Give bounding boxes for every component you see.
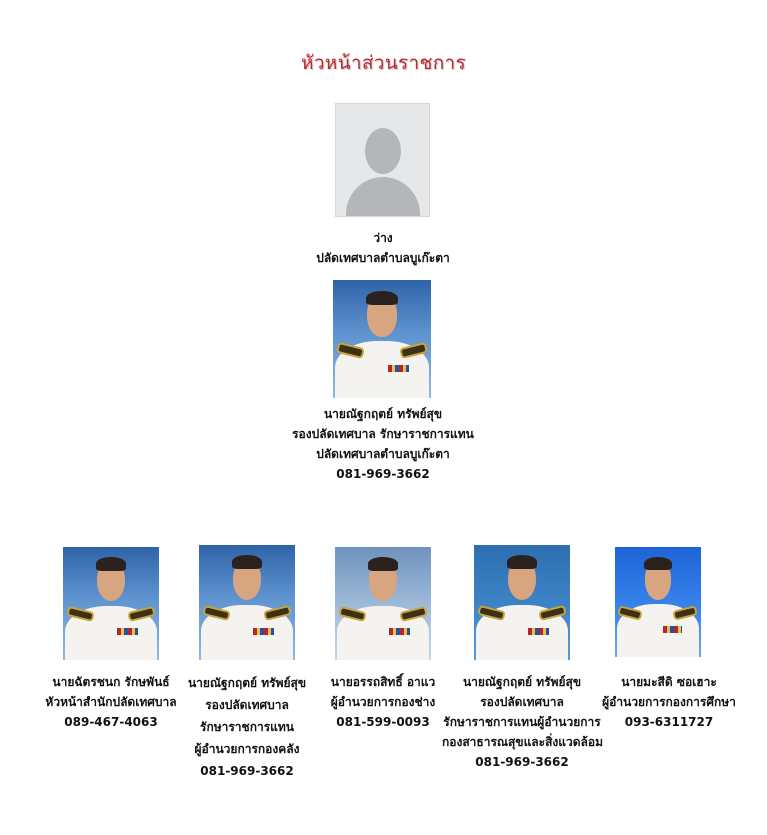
acting-chief-photo xyxy=(333,280,431,398)
staff-phone-2: 081-969-3662 xyxy=(200,764,294,778)
person-placeholder-icon xyxy=(335,103,430,217)
staff-caption-2 xyxy=(180,672,314,782)
vacant-position: ปลัดเทศบาลตำบลบูเก๊ะตา xyxy=(316,251,450,265)
page-title: หัวหน้าส่วนราชการ xyxy=(301,52,466,74)
staff-photo-2 xyxy=(199,545,295,660)
staff-phone-5: 093-6311727 xyxy=(624,715,714,729)
acting-name: นายณัฐกฤตย์ ทรัพย์สุข xyxy=(323,407,443,421)
staff-line-2-3: ผู้อำนวยการกองคลัง xyxy=(194,742,300,756)
staff-line-4-2: รักษาราชการแทนผู้อำนวยการ xyxy=(443,715,601,729)
staff-name-1: นายฉัตรชนก รักษพันธ์ xyxy=(52,675,170,689)
staff-photo-4 xyxy=(474,545,570,660)
staff-name-4: นายณัฐกฤตย์ ทรัพย์สุข xyxy=(462,675,582,689)
acting-chief-caption xyxy=(233,404,533,484)
staff-phone-3: 081-599-0093 xyxy=(336,715,430,729)
staff-phone-4: 081-969-3662 xyxy=(475,755,569,769)
acting-position-2: ปลัดเทศบาลตำบลบูเก๊ะตา xyxy=(316,447,450,461)
staff-phone-1: 089-467-4063 xyxy=(64,715,158,729)
staff-name-3: นายอรรถสิทธิ์ อาแว xyxy=(330,675,436,689)
staff-line-2-1: รองปลัดเทศบาล xyxy=(205,698,289,712)
staff-caption-4 xyxy=(442,672,602,772)
staff-line-2-2: รักษาราชการแทน xyxy=(200,720,294,734)
staff-line-3-1: ผู้อำนวยการกองช่าง xyxy=(330,695,436,709)
staff-name-2: นายณัฐกฤตย์ ทรัพย์สุข xyxy=(187,676,307,690)
staff-caption-1 xyxy=(36,672,186,732)
staff-caption-3 xyxy=(318,672,448,732)
staff-line-1-1: หัวหน้าสำนักปลัดเทศบาล xyxy=(45,695,177,709)
staff-name-5: นายมะสีดิ ซอเฮาะ xyxy=(621,675,717,689)
vacant-chief-caption xyxy=(233,228,533,268)
staff-photo-3 xyxy=(335,547,431,660)
staff-caption-5 xyxy=(600,672,738,732)
vacant-name: ว่าง xyxy=(373,231,393,245)
staff-photo-1 xyxy=(63,547,159,660)
staff-line-5-1: ผู้อำนวยการกองการศึกษา xyxy=(602,695,736,709)
acting-position-1: รองปลัดเทศบาล รักษาราชการแทน xyxy=(292,427,474,441)
acting-phone: 081-969-3662 xyxy=(336,467,430,481)
staff-line-4-3: กองสาธารณสุขและสิ่งแวดล้อม xyxy=(442,735,604,749)
staff-line-4-1: รองปลัดเทศบาล xyxy=(480,695,564,709)
staff-photo-5 xyxy=(615,547,701,657)
